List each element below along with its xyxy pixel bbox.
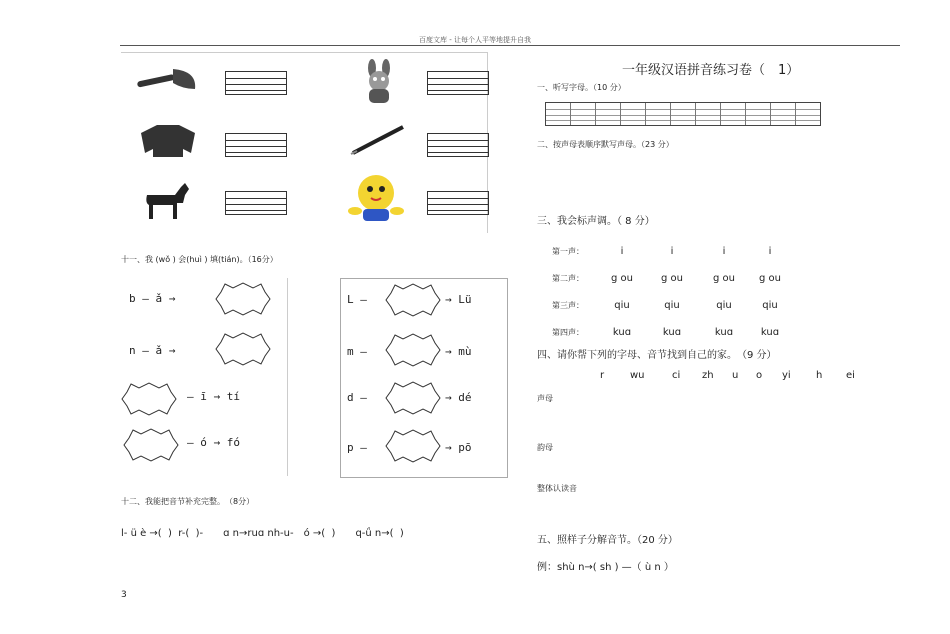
tone-row-3: 第三声： qiu qiu qiu qiu xyxy=(552,300,778,311)
tone-row-4: 第四声： kuɑ kuɑ kuɑ kuɑ xyxy=(552,327,780,338)
home-initials: 声母 xyxy=(537,394,553,403)
donkey-icon xyxy=(139,181,195,221)
answer-star-5[interactable] xyxy=(385,283,441,317)
section4-label: 四、请你帮下列的字母、音节找到自己的家。 （9 分） xyxy=(537,350,777,361)
dictation-cell[interactable] xyxy=(596,103,621,125)
section5-label: 五、照样子分解音节。（20 分） xyxy=(537,535,678,546)
dictation-cell[interactable] xyxy=(546,103,571,125)
section11-label: 十一、我 (wǒ ) 会(huì ) 填(tián)。（16分） xyxy=(121,255,278,264)
section1-label: 一、听写字母。（10 分） xyxy=(537,83,626,92)
coat-icon xyxy=(137,123,199,159)
section3-label: 三、我会标声调。（ 8 分） xyxy=(537,216,655,227)
page-header: 百度文库 - 让每个人平等地提升自我 xyxy=(419,36,531,44)
tone-row-1: 第一声： i i i i xyxy=(552,246,772,257)
header-rule xyxy=(120,45,900,46)
row3-result: tí xyxy=(226,390,240,403)
fill-box-right: L — → Lü m — → mù d — → dé p — → pō xyxy=(340,278,508,478)
fill-box-left: b — ǎ → n — ǎ → — ī → tí — ó → fó xyxy=(121,278,288,476)
answer-star-2[interactable] xyxy=(215,332,271,366)
r-row4-result: pō xyxy=(458,441,472,454)
row3-final: ī xyxy=(200,390,207,403)
r-row3-initial: d xyxy=(347,391,354,404)
row1-final: ǎ xyxy=(155,292,163,305)
r-row4-initial: p xyxy=(347,441,354,454)
dictation-cell[interactable] xyxy=(796,103,820,125)
answer-star-7[interactable] xyxy=(385,381,441,415)
dictation-cell[interactable] xyxy=(571,103,596,125)
row1-initial: b xyxy=(129,292,136,305)
row4-final: ó xyxy=(200,436,207,449)
r-row1-result: Lü xyxy=(458,293,472,306)
dictation-cell[interactable] xyxy=(746,103,771,125)
picture-panel xyxy=(121,52,488,233)
answer-star-4[interactable] xyxy=(123,428,179,462)
answer-star-1[interactable] xyxy=(215,282,271,316)
section12-line: l- ü è →( ) r-( )- ɑ n→ruɑ nh-u- ó →( ) q-ǘ n→( ) xyxy=(121,528,404,539)
row4-result: fó xyxy=(226,436,240,449)
dictation-cell[interactable] xyxy=(671,103,696,125)
dictation-cell[interactable] xyxy=(721,103,746,125)
rabbit-icon xyxy=(357,59,401,105)
worksheet-title: 一年级汉语拼音练习卷（ 1） xyxy=(622,63,800,78)
answer-star-6[interactable] xyxy=(385,333,441,367)
r-row3-result: dé xyxy=(458,391,472,404)
pen-icon xyxy=(347,123,409,157)
tone-rows xyxy=(552,238,790,346)
row2-initial: n xyxy=(129,344,136,357)
r-row1-initial: L xyxy=(347,293,354,306)
page-number: 3 xyxy=(121,590,127,600)
dictation-cell[interactable] xyxy=(621,103,646,125)
dictation-cell[interactable] xyxy=(646,103,671,125)
section5-example: 例：shù n→( sh ) —（ ù n ） xyxy=(537,562,674,573)
home-whole-syllables: 整体认读音 xyxy=(537,484,577,493)
answer-star-8[interactable] xyxy=(385,429,441,463)
r-row2-initial: m xyxy=(347,345,354,358)
row2-final: ǎ xyxy=(155,344,163,357)
section12-label: 十二、我能把音节补充完整。 （8分） xyxy=(121,497,255,506)
chick-icon xyxy=(347,171,405,227)
dictation-cell[interactable] xyxy=(771,103,796,125)
dictation-cell[interactable] xyxy=(696,103,721,125)
section2-label: 二、按声母表顺序默写声母。（23 分） xyxy=(537,140,674,149)
axe-icon xyxy=(135,65,199,95)
r-row2-result: mù xyxy=(458,345,472,358)
letter-list: r wu ci zh u o yi h ei xyxy=(600,370,855,381)
dictation-grid[interactable] xyxy=(545,102,821,126)
home-finals: 韵母 xyxy=(537,443,553,452)
tone-row-2: 第二声： g ou g ou g ou g ou xyxy=(552,273,781,284)
answer-star-3[interactable] xyxy=(121,382,177,416)
